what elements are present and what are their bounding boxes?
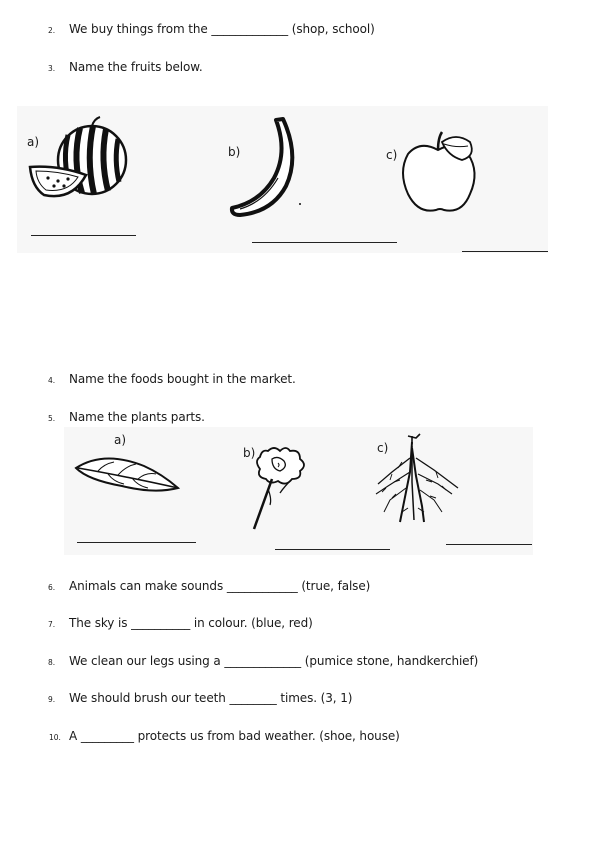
question-8	[0, 654, 595, 674]
fruit-label-b: b)	[228, 145, 241, 159]
question-number: 7.	[48, 620, 56, 629]
roots-icon	[372, 432, 462, 526]
question-number: 4.	[48, 376, 56, 385]
apple-icon	[400, 126, 480, 218]
question-number: 9.	[48, 695, 56, 704]
question-text: Name the plants parts.	[69, 410, 205, 424]
question-text: We should brush our teeth ________ times. (3, 1)	[69, 691, 353, 705]
fruit-label-c: c)	[386, 148, 398, 162]
question-4	[0, 372, 595, 392]
plant-label-a: a)	[114, 433, 127, 447]
question-number: 5.	[48, 414, 56, 423]
leaf-icon	[74, 454, 180, 494]
question-text: Animals can make sounds ____________ (true, false)	[69, 579, 371, 593]
answer-line-a	[77, 542, 196, 543]
question-text: A _________ protects us from bad weather. (shoe, house)	[69, 729, 400, 743]
answer-line-b	[275, 549, 390, 550]
question-7	[0, 616, 595, 636]
question-text: Name the foods bought in the market.	[69, 372, 296, 386]
plant-label-c: c)	[377, 441, 389, 455]
question-number: 2.	[48, 26, 56, 35]
watermelon-icon	[28, 115, 130, 200]
question-text: Name the fruits below.	[69, 60, 203, 74]
question-number: 3.	[48, 64, 56, 73]
question-10	[0, 729, 595, 749]
fruit-label-a: a)	[27, 135, 40, 149]
plant-label-b: b)	[243, 446, 256, 460]
banana-icon	[228, 116, 303, 218]
question-text: The sky is __________ in colour. (blue, red)	[69, 616, 313, 630]
answer-line-a	[31, 235, 136, 236]
question-text: We buy things from the _____________ (shop, school)	[69, 22, 375, 36]
answer-line-c	[462, 251, 548, 252]
answer-line-c	[446, 544, 532, 545]
question-number: 10.	[49, 733, 61, 742]
question-2	[0, 22, 595, 42]
answer-line-b	[252, 242, 397, 243]
question-6	[0, 579, 595, 599]
question-9	[0, 691, 595, 711]
question-number: 6.	[48, 583, 56, 592]
question-3	[0, 60, 595, 80]
question-number: 8.	[48, 658, 56, 667]
flower-icon	[250, 443, 312, 533]
question-text: We clean our legs using a _____________ (pumice stone, handkerchief)	[69, 654, 479, 668]
